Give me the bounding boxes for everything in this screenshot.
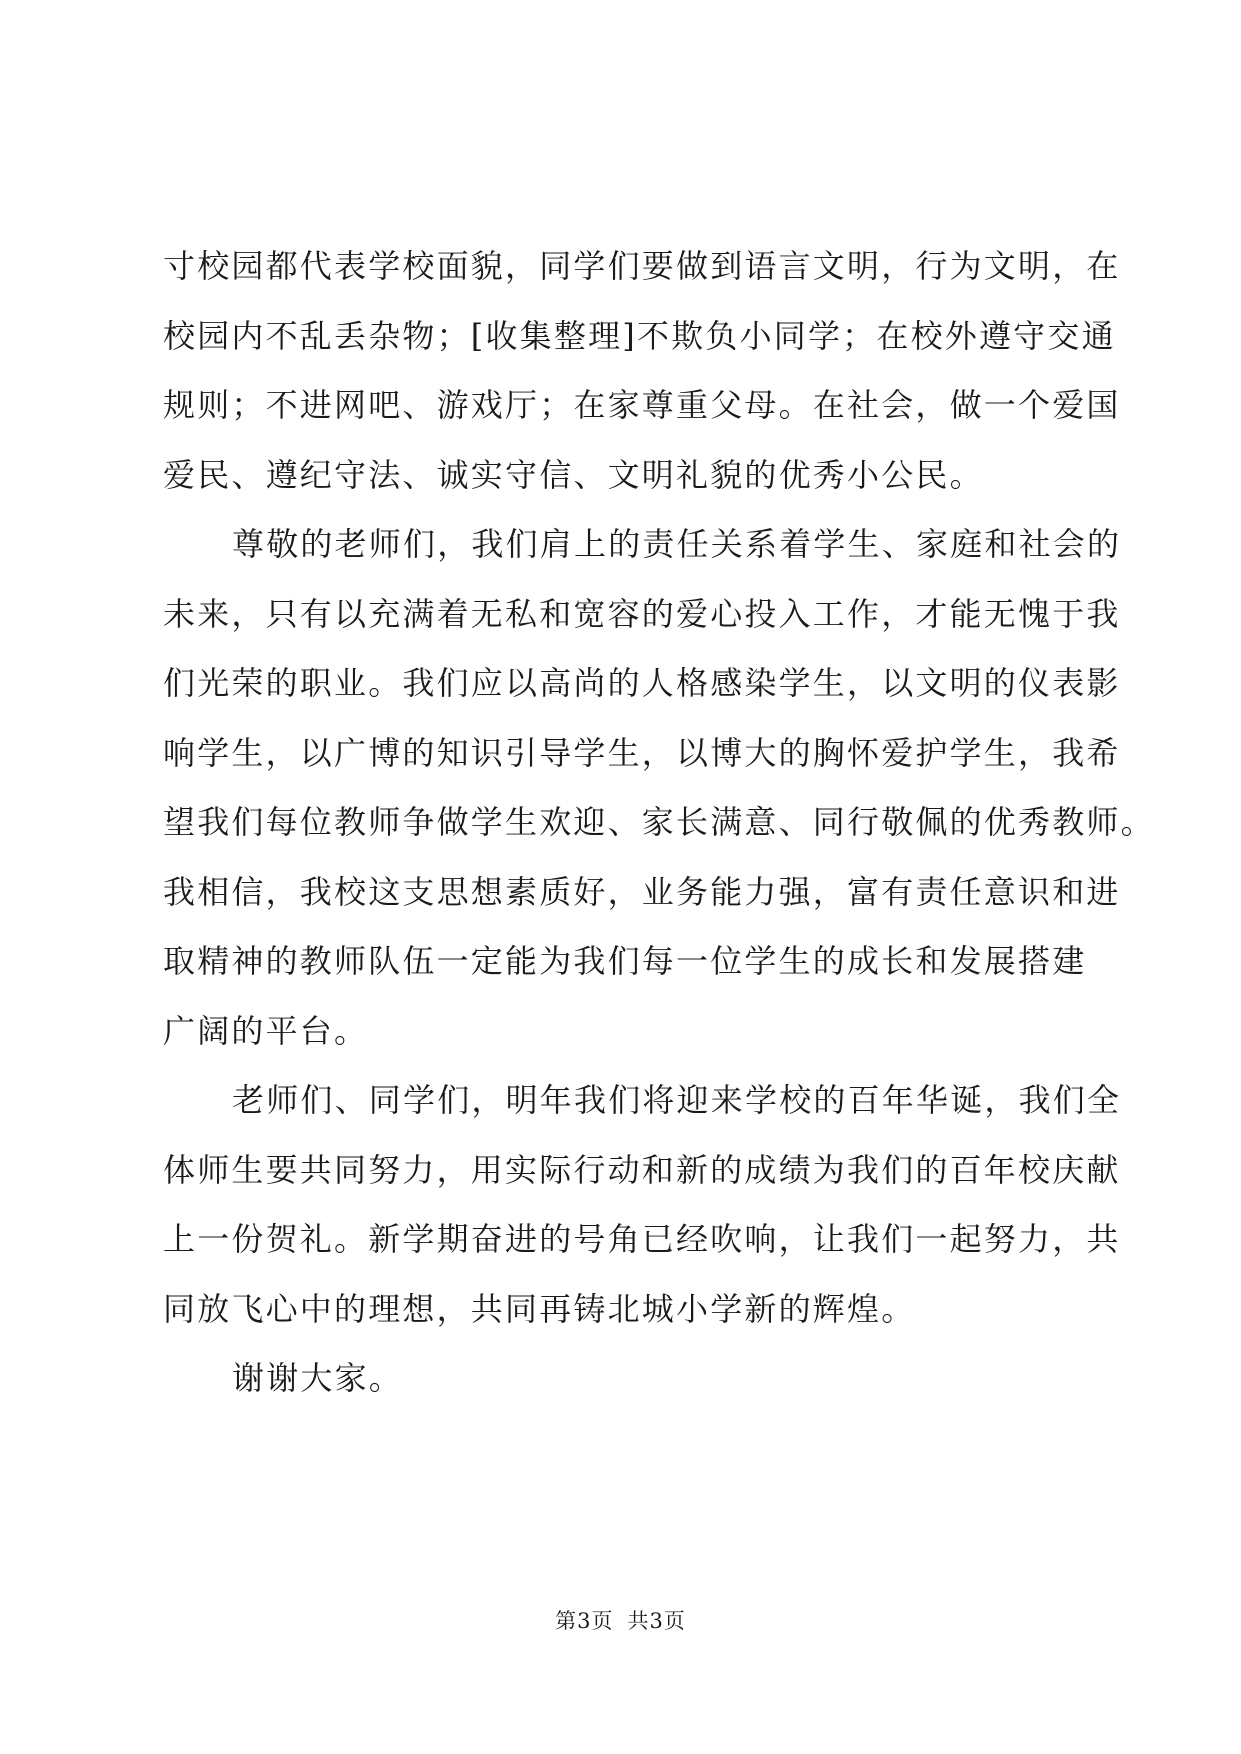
text-line: 体师生要共同努力，用实际行动和新的成绩为我们的百年校庆献 — [163, 1150, 1121, 1189]
text-line: 老师们、同学们，明年我们将迎来学校的百年华诞，我们全 — [232, 1081, 1122, 1119]
paragraph — [163, 1066, 1122, 1344]
text-line: 尊敬的老师们，我们肩上的责任关系着学生、家庭和社会的 — [232, 525, 1122, 563]
text-line: 取精神的教师队伍一定能为我们每一位学生的成长和发展搭建 — [163, 942, 1087, 980]
text-line: 校园内不乱丢杂物；[收集整理]不欺负小同学；在校外遵守交通 — [163, 316, 1116, 355]
text-line: 爱民、遵纪守法、诚实守信、文明礼貌的优秀小公民。 — [163, 455, 984, 494]
text-line: 广阔的平台。 — [163, 1011, 369, 1050]
page-number-current: 第3页 — [555, 1609, 614, 1633]
text-line: 响学生，以广博的知识引导学生，以博大的胸怀爱护学生，我希 — [163, 733, 1121, 772]
text-line: 们光荣的职业。我们应以高尚的人格感染学生，以文明的仪表影 — [163, 664, 1121, 702]
text-line: 上一份贺礼。新学期奋进的号角已经吹响，让我们一起努力，共 — [163, 1220, 1121, 1258]
document-body — [163, 232, 1155, 1414]
text-line: 我相信，我校这支思想素质好，业务能力强，富有责任意识和进 — [163, 872, 1121, 911]
text-line: 未来，只有以充满着无私和宽容的爱心投入工作，才能无愧于我 — [163, 594, 1121, 633]
text-line: 规则；不进网吧、游戏厅；在家尊重父母。在社会，做一个爱国 — [163, 386, 1121, 424]
paragraph — [163, 510, 1155, 1066]
page-number-total: 共3页 — [627, 1609, 686, 1633]
page-footer — [0, 1606, 1241, 1636]
text-line: 望我们每位教师争做学生欢迎、家长满意、同行敬佩的优秀教师。 — [163, 803, 1155, 841]
paragraph — [163, 232, 1121, 510]
paragraph — [163, 1344, 1083, 1414]
text-line: 同放飞心中的理想，共同再铸北城小学新的辉煌。 — [163, 1289, 916, 1328]
text-line: 寸校园都代表学校面貌，同学们要做到语言文明，行为文明，在 — [163, 247, 1121, 285]
text-line: 谢谢大家。 — [232, 1359, 404, 1397]
